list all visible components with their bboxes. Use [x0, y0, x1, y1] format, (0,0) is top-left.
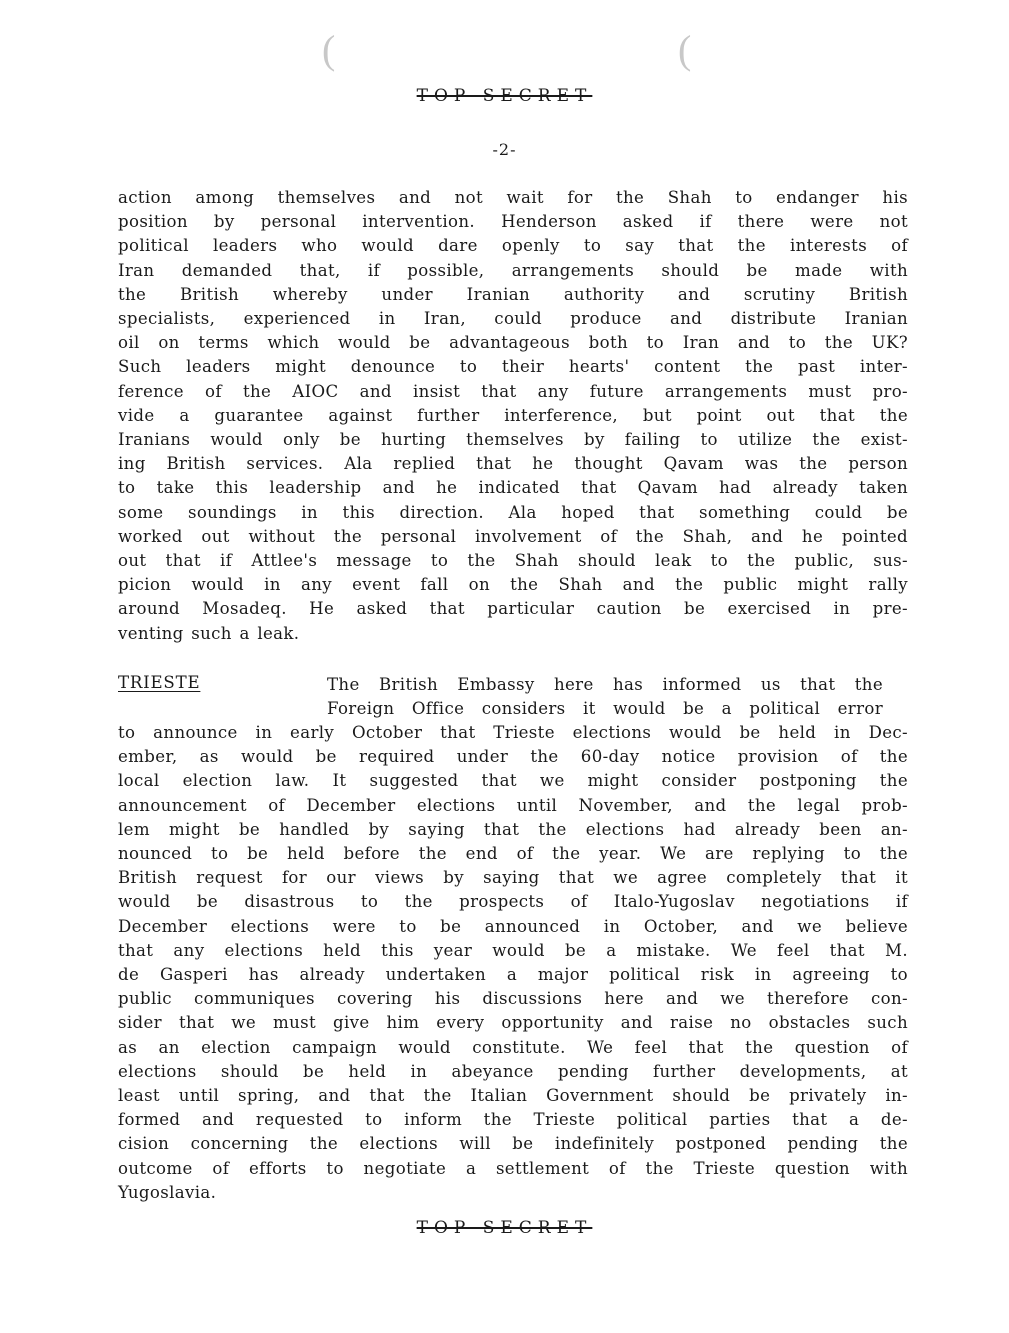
text-line: picion would in any event fall on the Shah and the public might rally: [118, 575, 908, 595]
text-line: position by personal intervention. Henderson asked if there were not: [118, 212, 908, 232]
text-line: nounced to be held before the end of the year. We are replying to the: [118, 844, 908, 864]
text-line: The British Embassy here has informed us that the: [327, 675, 883, 694]
text-line: British request for our views by saying that we agree completely that it: [118, 868, 908, 888]
text-line: ing British services. Ala replied that he thought Qavam was the person: [118, 454, 908, 474]
text-line: ference of the AIOC and insist that any future arrangements must pro-: [118, 381, 908, 401]
classification-footer: [0, 1218, 1009, 1238]
text-line: least until spring, and that the Italian Government should be privately in-: [118, 1086, 908, 1106]
punch-hole-mark-right: (: [678, 27, 692, 72]
text-line: some soundings in this direction. Ala hoped that something could be: [118, 502, 908, 522]
text-line: lem might be handled by saying that the elections had already been an-: [118, 819, 908, 839]
classification-header: [0, 86, 1009, 106]
text-line: elections should be held in abeyance pending further developments, at: [118, 1061, 908, 1081]
text-line: oil on terms which would be advantageous both to Iran and to the UK?: [118, 333, 908, 353]
text-line: Such leaders might denounce to their hearts' content the past inter-: [118, 357, 908, 377]
paragraph-trieste: [118, 721, 908, 1205]
text-line: public communiques covering his discussions here and we therefore con-: [118, 989, 908, 1009]
text-line: Iranians would only be hurting themselves by failing to utilize the exist-: [118, 430, 908, 450]
text-line: Foreign Office considers it would be a political error: [327, 699, 883, 719]
text-line: outcome of efforts to negotiate a settlement of the Trieste question with: [118, 1158, 908, 1178]
text-line: vide a guarantee against further interference, but point out that the: [118, 405, 908, 425]
text-line: venting such a leak.: [118, 623, 300, 643]
text-line: as an election campaign would constitute. We feel that the question of: [118, 1037, 908, 1057]
paragraph-trieste-indented: [327, 673, 883, 721]
text-line: out that if Attlee's message to the Shah should leak to the public, sus-: [118, 551, 908, 571]
text-line: Iran demanded that, if possible, arrangements should be made with: [118, 260, 908, 280]
text-line: Yugoslavia.: [118, 1182, 217, 1202]
text-line: sider that we must give him every opportunity and raise no obstacles such: [118, 1013, 908, 1033]
text-line: ember, as would be required under the 60-day notice provision of the: [118, 747, 908, 767]
punch-hole-mark-left: (: [322, 27, 336, 72]
text-line: December elections were to be announced in October, and we believe: [118, 916, 908, 936]
text-line: political leaders who would dare openly to say that the interests of: [118, 236, 908, 256]
text-line: local election law. It suggested that we might consider postponing the: [118, 771, 908, 791]
classification-footer-text: TOP SECRET: [416, 1218, 593, 1238]
text-line: to announce in early October that Trieste elections would be held in Dec-: [118, 723, 908, 742]
text-line: the British whereby under Iranian authority and scrutiny British: [118, 284, 908, 304]
text-line: formed and requested to inform the Trieste political parties that a de-: [118, 1110, 908, 1130]
page-number: -2-: [492, 140, 517, 159]
text-line: around Mosadeq. He asked that particular caution be exercised in pre-: [118, 599, 908, 619]
text-line: worked out without the personal involvement of the Shah, and he pointed: [118, 526, 908, 546]
classification-header-text: TOP SECRET: [416, 86, 593, 106]
paragraph-iran: [118, 186, 908, 646]
text-line: announcement of December elections until November, and the legal prob-: [118, 795, 908, 815]
text-line: to take this leadership and he indicated that Qavam had already taken: [118, 478, 908, 498]
section-heading-trieste: TRIESTE: [118, 673, 201, 692]
text-line: de Gasperi has already undertaken a major political risk in agreeing to: [118, 965, 908, 985]
text-line: action among themselves and not wait for the Shah to endanger his: [118, 188, 908, 207]
text-line: specialists, experienced in Iran, could produce and distribute Iranian: [118, 309, 908, 329]
text-line: cision concerning the elections will be indefinitely postponed pending the: [118, 1134, 908, 1154]
text-line: that any elections held this year would be a mistake. We feel that M.: [118, 940, 908, 960]
text-line: would be disastrous to the prospects of Italo-Yugoslav negotiations if: [118, 892, 908, 912]
